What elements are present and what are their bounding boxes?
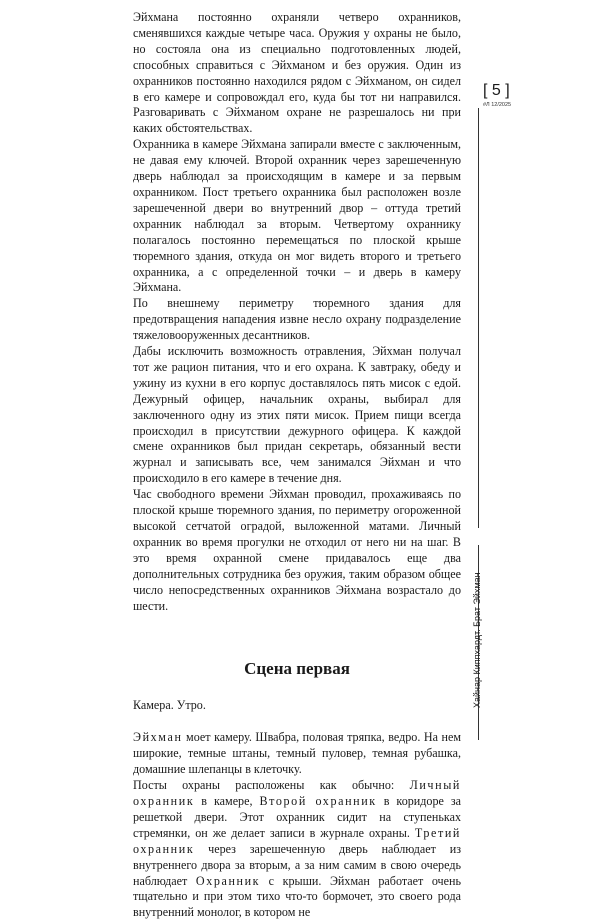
issue-label: #Л 12/2025 xyxy=(483,102,512,108)
intro-paragraph: Эйхмана постоянно охраняли четверо охранников, сменявшихся каждые четыре часа. Оружия у охраны не было, но состояла она из специально подготовленных людей, способных справиться с Эйхманом и без оружия. Один из охранников постоянно находился рядом с Эйхманом, он сидел в его камере и сопровождал его, куда бы тот ни направился. Разговаривать с Эйхманом охране не разрешалось ни при каких обстоятельствах. xyxy=(133,10,461,136)
character-name: Третий охранник xyxy=(133,825,461,856)
intro-paragraph: По внешнему периметру тюремного здания для предотвращения нападения извне несло охрану подразделение тяжеловооруженных десантников. xyxy=(133,296,461,343)
page-header-box xyxy=(483,82,519,108)
running-title-vertical: Хайнар Киппхардт. Брат Эйхман xyxy=(472,572,482,708)
margin-rule xyxy=(478,108,479,528)
main-text-column xyxy=(133,10,461,921)
character-name: Эйхман xyxy=(133,730,183,745)
intro-paragraph: Час свободного времени Эйхман проводил, прохаживаясь по плоской крыше тюремного здания, по периметру огороженной высокой сетчатой оградой, выложенной матами. Личный охранник во время прогулки не отходил от него ни на шаг. В это время охранной смене придавалось еще два дополнительных сотрудника без оружия, таким образом общее число непосредственных охранников Эйхмана возрастало до шести. xyxy=(133,487,461,613)
character-name: Охранник xyxy=(195,873,261,888)
stage-direction-text: через зарешеченную дверь наблюдает из внутреннего двора за вторым, а за ним самим в свою очередь наблюдает xyxy=(133,841,461,888)
stage-direction-text: с крыши. Эйхман работает очень тщательно и при этом тихо что-то бормочет, это своего рода внутренний монолог, в котором не xyxy=(133,873,461,920)
character-name: Личный охранник xyxy=(133,778,461,808)
scene-title: Сцена первая xyxy=(244,659,350,679)
stage-direction-text: моет камеру. Швабра, половая тряпка, ведро. На нем широкие, темные штаны, темный пуловер, темная рубашка, домашние шлепанцы в клеточку. xyxy=(133,730,461,777)
page-number: [ 5 ] xyxy=(483,82,510,99)
scene-setting: Камера. Утро. xyxy=(133,698,206,713)
stage-direction-text: в камере, xyxy=(194,793,260,808)
intro-paragraph: Охранника в камере Эйхмана запирали вместе с заключенным, не давая ему ключей. Второй охранник через зарешеченную дверь наблюдал за происходящим в камере и за первым охранником. Пост третьего охранника был расположен возле зарешеченной двери во внутренний двор – оттуда третий охранник наблюдал за вторым. Четвертому охраннику полагалось постоянно перемещаться по плоской крыше тюремного здания, откуда он мог видеть второго и третьего охранника, а с определенной точки – и дверь в камеру Эйхмана. xyxy=(133,137,461,295)
stage-direction-text: в коридоре за решеткой двери. Этот охранник сидит на ступеньках стремянки, он же делает записи в журнале охраны. xyxy=(133,793,461,840)
character-name: Второй охранник xyxy=(259,793,377,808)
stage-direction-paragraph xyxy=(133,730,461,778)
intro-paragraph: Дабы исключить возможность отравления, Эйхман получал тот же рацион питания, что и его охрана. К завтраку, обеду и ужину из кухни в его корпус доставлялось пять мисок с едой. Дежурный офицер, начальник охраны, выбирал для заключенного одну из этих пяти мисок. Прием пищи всегда происходил в присутствии дежурного офицера. К каждой смене охранников был придан секретарь, обязанный вести журнал и записывать все, чем занимался Эйхман и что происходило в его камере в течение дня. xyxy=(133,344,461,486)
stage-direction-text: Посты охраны расположены как обычно: xyxy=(133,778,410,793)
stage-direction-paragraph xyxy=(133,778,461,921)
